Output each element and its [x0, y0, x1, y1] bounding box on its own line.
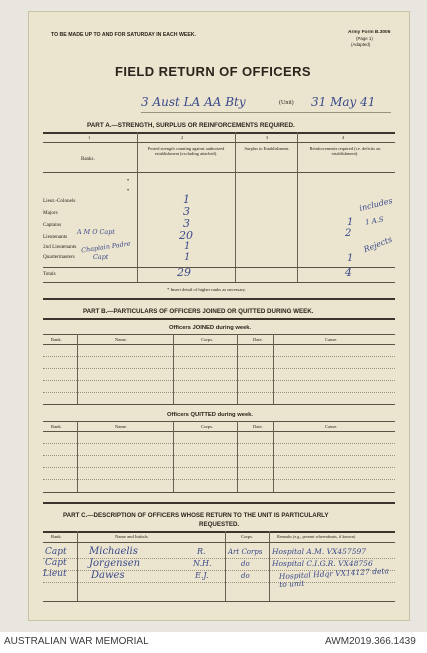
- footer-accession: AWM2019.366.1439: [325, 636, 416, 647]
- form-id: Army Form B.3006: [348, 30, 391, 35]
- part-b-bottom-rule: [43, 502, 395, 504]
- form-sheet: [29, 12, 409, 620]
- part-c-initials-3: E.J.: [195, 571, 209, 580]
- quitted-col-cause: Cause.: [325, 424, 338, 429]
- part-c-initials-2: N.H.: [193, 559, 212, 568]
- totals-label: Totals: [43, 271, 56, 277]
- part-b-top-rule: [43, 318, 395, 320]
- part-c-rank-1: Capt: [45, 547, 67, 557]
- quitted-row-line-3: [43, 467, 395, 468]
- rank-row-3: Captains: [43, 222, 62, 228]
- joined-col-corps: Corps.: [201, 337, 214, 342]
- rank-row-4: Lieutenants: [43, 234, 68, 240]
- quitted-row-line-2: [43, 455, 395, 456]
- col-number-4: 4: [342, 135, 345, 140]
- totals-top-rule: [43, 267, 395, 268]
- col-header-surplus: Surplus to Establishment.: [244, 146, 290, 151]
- part-c-remarks-1: Hospital A.M. VX457597: [272, 547, 367, 556]
- joined-bottom-rule: [43, 404, 395, 405]
- part-c-bottom-rule: [43, 601, 395, 602]
- joined-row-line-1: [43, 356, 395, 357]
- posted-value-4: 20: [179, 229, 193, 242]
- part-a-heading: PART A.—STRENGTH, SURPLUS OR REINFORCEMENTS REQUIRED.: [87, 122, 295, 129]
- quitted-vline-2: [173, 421, 174, 492]
- quitted-heading-rule: [43, 421, 395, 422]
- asterisk-2: •: [127, 188, 130, 194]
- posted-value-5: 1: [184, 241, 191, 252]
- totals-posted: 29: [177, 266, 191, 279]
- joined-vline-2: [173, 334, 174, 404]
- quitted-col-rank: Rank.: [51, 424, 62, 429]
- rank-row-6: Quartermasters: [43, 254, 75, 260]
- totals-reinf: 4: [345, 266, 352, 279]
- rank-row-1: Lieut.-Colonels: [43, 198, 76, 204]
- part-b-heading: PART B.—PARTICULARS OF OFFICERS JOINED OR QUITTED DURING WEEK.: [83, 308, 314, 315]
- part-a-bottom-rule: [43, 298, 395, 300]
- quitted-bottom-rule: [43, 492, 395, 493]
- part-c-col-name: Name and Initials.: [115, 534, 149, 539]
- footer-credit: AUSTRALIAN WAR MEMORIAL: [4, 636, 149, 647]
- rank-annotation-2: Chaplain Padre: [80, 239, 132, 255]
- joined-col-rule: [43, 344, 395, 345]
- part-c-rank-3: Lieut: [43, 569, 67, 579]
- part-c-name-3: Dawes: [91, 570, 125, 581]
- part-c-col-corps: Corps.: [241, 534, 254, 539]
- part-c-heading-2: REQUESTED.: [199, 521, 240, 528]
- joined-row-line-3: [43, 380, 395, 381]
- part-c-corps-3: do: [241, 572, 250, 580]
- joined-vline-1: [77, 334, 78, 404]
- asterisk-1: •: [127, 178, 130, 184]
- col-header-ranks: Ranks.: [81, 157, 95, 162]
- side-note-1: includes: [358, 196, 394, 213]
- joined-col-cause: Cause.: [325, 337, 338, 342]
- posted-value-6: 1: [184, 252, 191, 263]
- form-adapted: (Adapted): [351, 42, 371, 47]
- joined-vline-3: [237, 334, 238, 404]
- joined-row-line-4: [43, 392, 395, 393]
- reinf-value-4: 2: [345, 228, 352, 239]
- part-c-col-rule: [43, 542, 395, 543]
- col-header-posted: Posted strength counting against authorized establishment (excluding attached).: [147, 146, 225, 157]
- footnote: * Insert detail of higher ranks as necessary.: [167, 287, 247, 292]
- joined-vline-4: [273, 334, 274, 404]
- joined-col-name: Name.: [115, 337, 128, 342]
- part-a-vline-1: [137, 132, 138, 282]
- col-number-3: 3: [266, 135, 269, 140]
- part-c-top-rule: [43, 531, 395, 533]
- col-number-1: 1: [88, 135, 91, 140]
- part-a-vline-3: [297, 132, 298, 282]
- part-c-rank-2: Capt: [45, 558, 67, 568]
- quitted-vline-4: [273, 421, 274, 492]
- quitted-row-line-4: [43, 479, 395, 480]
- reinf-value-3: 1: [347, 217, 354, 228]
- part-c-vline-3: [269, 531, 270, 601]
- part-c-initials-1: R.: [197, 547, 206, 556]
- part-c-heading-1: PART C.—DESCRIPTION OF OFFICERS WHOSE RETURN TO THE UNIT IS PARTICULARLY: [63, 512, 329, 519]
- unit-underline: [141, 112, 391, 113]
- col-header-rule: [43, 172, 395, 173]
- posted-value-2: 3: [183, 205, 190, 218]
- quitted-col-name: Name.: [115, 424, 128, 429]
- side-note-2: 1 A.S: [364, 215, 385, 227]
- part-c-corps-2: do: [241, 560, 250, 568]
- col-number-rule: [43, 142, 395, 143]
- col-number-2: 2: [181, 135, 184, 140]
- page-title: FIELD RETURN OF OFFICERS: [115, 64, 311, 79]
- quitted-col-date: Date.: [253, 424, 263, 429]
- form-page: (Page 1): [356, 36, 373, 41]
- part-a-top-rule: [43, 132, 395, 134]
- quitted-heading: Officers QUITTED during week.: [167, 412, 254, 418]
- side-note-3: Rejects: [362, 234, 394, 255]
- joined-col-date: Date.: [253, 337, 263, 342]
- quitted-col-rule: [43, 431, 395, 432]
- part-a-vline-2: [235, 132, 236, 282]
- joined-heading: Officers JOINED during week.: [169, 325, 252, 331]
- unit-label: (Unit): [279, 100, 294, 106]
- header-note: TO BE MADE UP TO AND FOR SATURDAY IN EACH WEEK.: [51, 32, 196, 38]
- rank-annotation-1: A M O Capt: [77, 228, 115, 236]
- part-c-col-remarks: Remarks (e.g., present whereabouts, if known): [277, 534, 356, 539]
- joined-row-line-2: [43, 368, 395, 369]
- rank-row-5: 2nd Lieutenants: [43, 244, 77, 250]
- reinf-value-6: 1: [347, 253, 354, 264]
- col-header-reinf: Reinforcements required (i.e. deficits on establishment).: [309, 146, 381, 157]
- joined-col-rank: Rank.: [51, 337, 62, 342]
- part-c-vline-2: [225, 531, 226, 601]
- quitted-vline-1: [77, 421, 78, 492]
- rank-row-2: Majors: [43, 210, 58, 216]
- quitted-row-line-1: [43, 443, 395, 444]
- part-c-vline-1: [77, 531, 78, 601]
- totals-bottom-rule: [43, 282, 395, 283]
- part-c-remarks-2: Hospital C.I.G.R. VX48756: [272, 559, 373, 568]
- date-handwritten: 31 May 41: [311, 95, 376, 109]
- part-c-col-rank: Rank.: [51, 534, 62, 539]
- part-c-corps-1: Art Corps: [228, 548, 263, 556]
- rank-annotation-3: Capt: [93, 253, 109, 261]
- posted-value-3: 3: [183, 217, 190, 230]
- part-c-name-2: Jorgensen: [89, 558, 141, 569]
- unit-handwritten: 3 Aust LA AA Bty: [141, 95, 246, 109]
- part-c-remarks-3: Hospital Hdqr VX14127 deta to unit: [278, 566, 390, 590]
- quitted-vline-3: [237, 421, 238, 492]
- joined-heading-rule: [43, 334, 395, 335]
- part-c-name-1: Michaelis: [89, 546, 138, 557]
- quitted-col-corps: Corps.: [201, 424, 214, 429]
- posted-value-1: 1: [183, 193, 190, 206]
- footer-bar: [0, 632, 427, 653]
